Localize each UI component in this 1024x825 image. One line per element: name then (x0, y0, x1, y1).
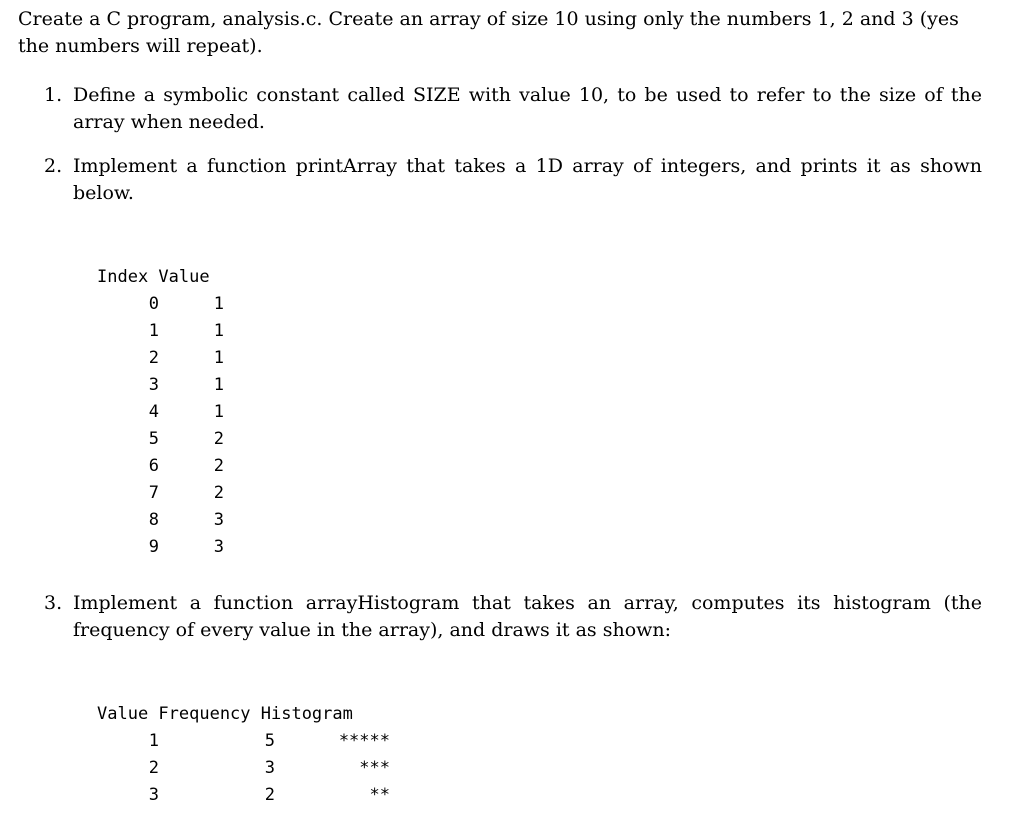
table-row (97, 728, 390, 755)
table-row (97, 782, 390, 809)
index-cell: 4 (148, 402, 159, 422)
value-cell: 1 (148, 731, 159, 751)
value-cell: 1 (213, 375, 224, 395)
index-cell: 1 (148, 321, 159, 341)
histogram-bar-cell: ** (369, 785, 390, 805)
list-item-number: 2. (44, 155, 63, 177)
index-cell: 6 (148, 456, 159, 476)
table-row (97, 453, 224, 480)
list-item-number: 3. (44, 592, 63, 614)
table-row (97, 291, 224, 318)
table-row (97, 345, 224, 372)
list-item-text: Implement a function arrayHistogram that takes an array, computes its histogram (the frequency of every value in the array), and draws it as shown: (73, 592, 982, 641)
histogram-bar-cell: ***** (338, 731, 390, 751)
value-cell: 1 (213, 348, 224, 368)
index-cell: 8 (148, 510, 159, 530)
value-cell: 1 (213, 402, 224, 422)
table-row (97, 507, 224, 534)
table-row (97, 534, 224, 561)
histogram-bar-cell: *** (359, 758, 390, 778)
table-row (97, 318, 224, 345)
histogram-table-body (97, 728, 390, 809)
intro-paragraph: Create a C program, analysis.c. Create an array of size 10 using only the numbers 1, 2 and 3 (yes the numbers will repeat). (18, 8, 959, 57)
table-row (97, 399, 224, 426)
index-cell: 0 (148, 294, 159, 314)
list-item-text: Define a symbolic constant called SIZE with value 10, to be used to refer to the size of the array when needed. (73, 84, 982, 133)
index-cell: 3 (148, 375, 159, 395)
table-row (97, 372, 224, 399)
index-cell: 2 (148, 348, 159, 368)
value-cell: 2 (213, 429, 224, 449)
index-cell: 5 (148, 429, 159, 449)
value-cell: 1 (213, 321, 224, 341)
value-cell: 2 (213, 483, 224, 503)
index-cell: 9 (148, 537, 159, 557)
array-table-body (97, 291, 224, 561)
table-row (97, 426, 224, 453)
table-row (97, 755, 390, 782)
frequency-cell: 2 (264, 785, 275, 805)
list-item-2 (44, 153, 982, 207)
value-cell: 2 (148, 758, 159, 778)
value-cell: 3 (213, 510, 224, 530)
value-cell: 2 (213, 456, 224, 476)
histogram-table-header: Value Frequency Histogram (97, 704, 353, 724)
table-row (97, 480, 224, 507)
list-item-3 (44, 590, 982, 644)
index-cell: 7 (148, 483, 159, 503)
value-cell: 3 (213, 537, 224, 557)
array-table-header: Index Value (97, 267, 210, 287)
list-item-number: 1. (44, 84, 63, 106)
frequency-cell: 5 (264, 731, 275, 751)
list-item-1 (44, 82, 982, 136)
list-item-text: Implement a function printArray that takes a 1D array of integers, and prints it as shown below. (73, 155, 982, 204)
value-cell: 3 (148, 785, 159, 805)
histogram-output-table (97, 701, 390, 809)
frequency-cell: 3 (264, 758, 275, 778)
value-cell: 1 (213, 294, 224, 314)
array-output-table (97, 264, 224, 561)
